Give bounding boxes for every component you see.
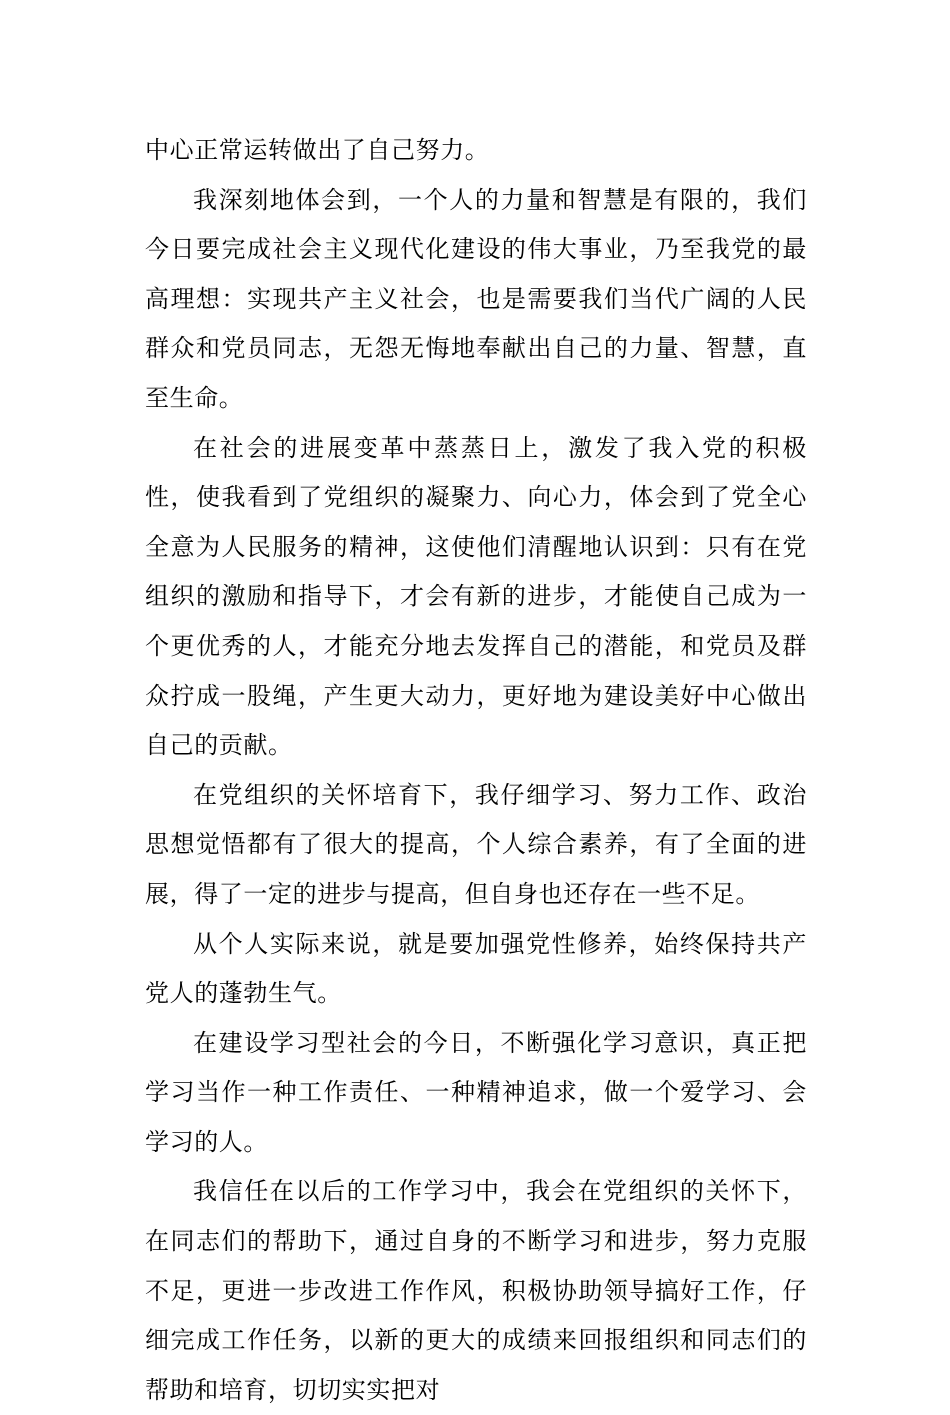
paragraph: 在建设学习型社会的今日，不断强化学习意识，真正把学习当作一种工作责任、一种精神追求，做一个爱学习、会学习的人。	[145, 1028, 807, 1156]
paragraph-continuation: 中心正常运转做出了自己努力。	[145, 136, 490, 164]
paragraph: 我信任在以后的工作学习中，我会在党组织的关怀下，在同志们的帮助下，通过自身的不断学习和进步，努力克服不足，更进一步改进工作作风，积极协助领导搞好工作，仔细完成工作任务，以新的更大的成绩来回报组织和同志们的帮助和培育，切切实实把对	[145, 1177, 807, 1404]
paragraph: 在社会的进展变革中蒸蒸日上，激发了我入党的积极性，使我看到了党组织的凝聚力、向心力，体会到了党全心全意为人民服务的精神，这使他们清醒地认识到：只有在党组织的激励和指导下，才会有新的进步，才能使自己成为一个更优秀的人，才能充分地去发挥自己的潜能，和党员及群众拧成一股绳，产生更大动力，更好地为建设美好中心做出自己的贡献。	[145, 433, 807, 760]
paragraph: 我深刻地体会到，一个人的力量和智慧是有限的，我们今日要完成社会主义现代化建设的伟大事业，乃至我党的最高理想：实现共产主义社会，也是需要我们当代广阔的人民群众和党员同志，无怨无悔地奉献出自己的力量、智慧，直至生命。	[145, 185, 807, 412]
paragraph: 在党组织的关怀培育下，我仔细学习、努力工作、政治思想觉悟都有了很大的提高，个人综合素养，有了全面的进展，得了一定的进步与提高，但自身也还存在一些不足。	[145, 780, 807, 908]
paragraph: 从个人实际来说，就是要加强党性修养，始终保持共产党人的蓬勃生气。	[145, 929, 807, 1008]
document-body	[145, 126, 807, 1415]
